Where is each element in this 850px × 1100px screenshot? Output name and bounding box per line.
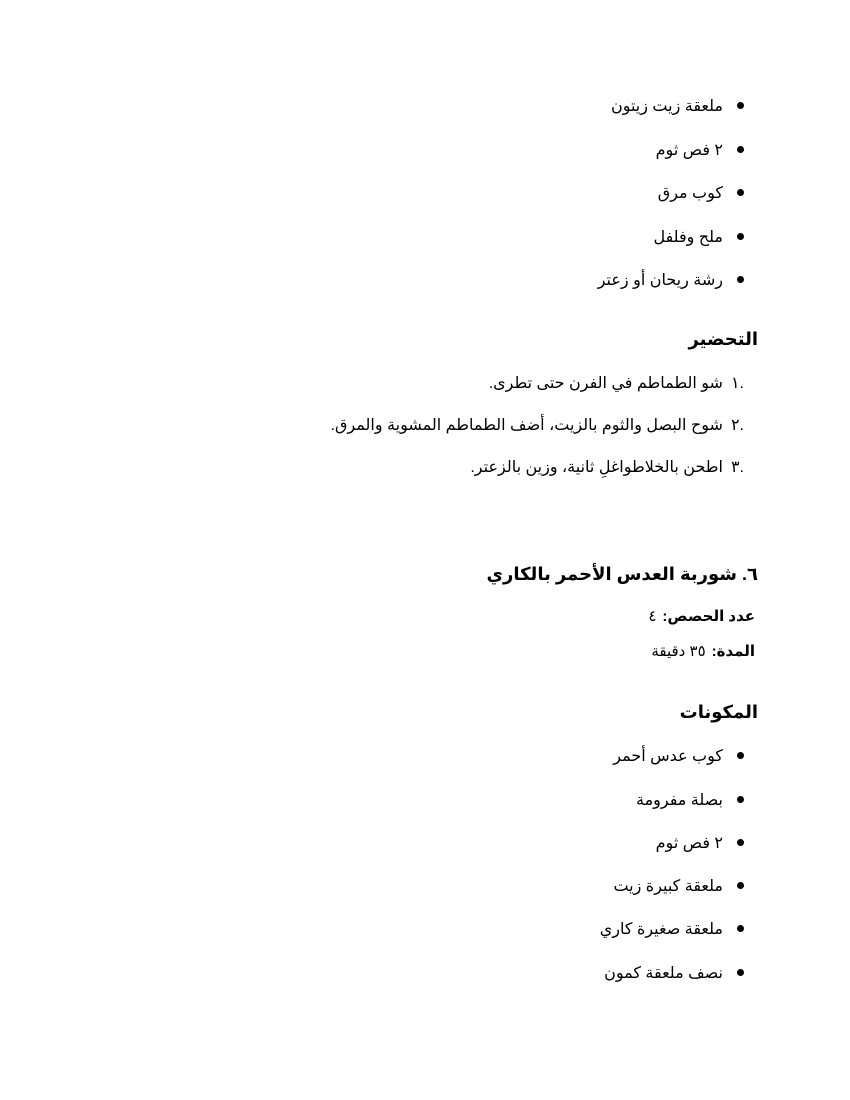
bullet-icon — [737, 882, 744, 889]
list-item — [613, 873, 744, 901]
ingredient-text: ملعقة زيت زيتون — [610, 98, 723, 115]
list-item — [653, 224, 744, 252]
recipe-title: ٦. شوربة العدس الأحمر بالكاري — [486, 564, 758, 584]
bullet-icon — [737, 102, 744, 109]
bullet-icon — [737, 233, 744, 240]
servings-label: عدد الحصص: — [662, 608, 755, 625]
bullet-icon — [737, 752, 744, 759]
ingredient-text: كوب مرق — [657, 185, 723, 202]
ingredient-text: ملعقة صغيرة كاري — [599, 921, 723, 938]
step-text: شو الطماطم في الفرن حتى تطرى. — [488, 375, 723, 392]
bullet-icon — [737, 925, 744, 932]
list-item — [611, 93, 744, 121]
servings-row — [648, 605, 755, 629]
section-heading-preparation: التحضير — [688, 329, 758, 349]
ingredient-text: نصف ملعقة كمون — [604, 965, 723, 982]
list-item — [613, 743, 744, 771]
list-item — [656, 830, 744, 858]
section-heading-ingredients: المكونات — [679, 702, 758, 722]
servings-value: ٤ — [648, 608, 657, 625]
list-item — [604, 960, 744, 988]
ingredient-text: رشة ريحان أو زعتر — [597, 272, 723, 289]
preparation-step — [331, 412, 744, 440]
list-item — [636, 787, 744, 815]
list-item — [598, 267, 744, 295]
duration-row — [651, 640, 755, 664]
duration-label: المدة: — [711, 643, 755, 660]
bullet-icon — [737, 189, 744, 196]
step-text: شوح البصل والثوم بالزيت، أضف الطماطم المشوية والمرق. — [330, 417, 723, 434]
step-text: اطحن بالخلاطواغلِ ثانية، وزين بالزعتر. — [470, 459, 723, 476]
ingredient-text: ٢ فص ثوم — [655, 142, 723, 159]
ingredient-text: بصلة مفرومة — [635, 792, 723, 809]
list-item — [656, 137, 744, 165]
bullet-icon — [737, 276, 744, 283]
bullet-icon — [737, 969, 744, 976]
bullet-icon — [737, 796, 744, 803]
step-number: .١ — [730, 375, 744, 392]
ingredient-text: ملعقة كبيرة زيت — [613, 878, 723, 895]
preparation-step — [470, 454, 744, 482]
preparation-step — [489, 370, 744, 398]
list-item — [658, 180, 744, 208]
ingredient-text: كوب عدس أحمر — [613, 748, 723, 765]
ingredient-text: ملح وفلفل — [653, 229, 723, 246]
duration-value: ٣٥ دقيقة — [651, 643, 706, 660]
list-item — [600, 916, 744, 944]
step-number: .٣ — [730, 459, 744, 476]
step-number: .٢ — [730, 417, 744, 434]
bullet-icon — [737, 146, 744, 153]
ingredient-text: ٢ فص ثوم — [655, 835, 723, 852]
bullet-icon — [737, 839, 744, 846]
